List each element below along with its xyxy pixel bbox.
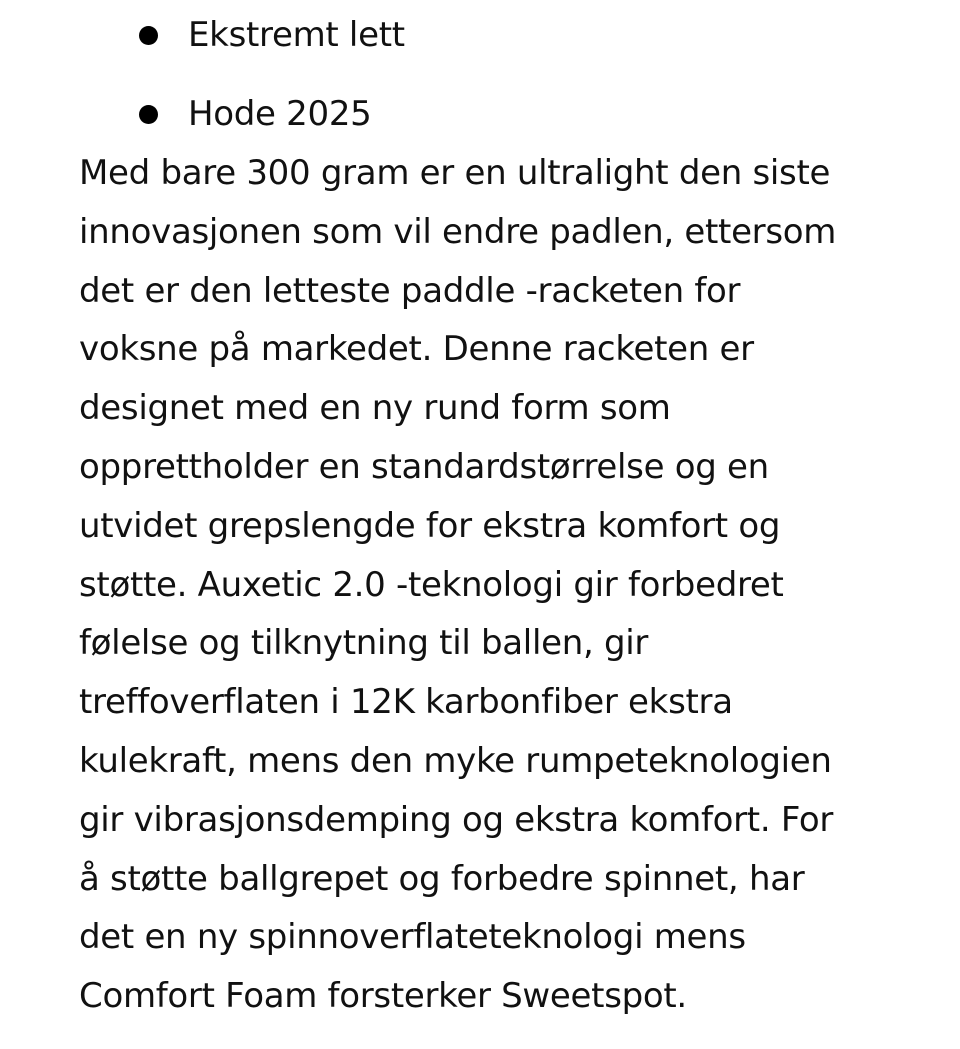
paragraph-line: utvidet grepslengde for ekstra komfort og (79, 505, 781, 546)
paragraph-line: voksne på markedet. Denne racketen er (79, 329, 754, 370)
paragraph-line: det er den letteste paddle -racketen for (79, 270, 741, 311)
bullet-text: Hode 2025 (188, 94, 372, 134)
paragraph-line: gir vibrasjonsdemping og ekstra komfort. For (79, 799, 834, 840)
paragraph-line: støtte. Auxetic 2.0 -teknologi gir forbedret (79, 564, 784, 605)
bullet-item (0, 85, 960, 143)
paragraph-line: innovasjonen som vil endre padlen, ettersom (79, 211, 837, 252)
paragraph-line: treffoverflaten i 12K karbonfiber ekstra (79, 682, 733, 723)
paragraph-line: å støtte ballgrepet og forbedre spinnet, har (79, 858, 805, 899)
paragraph-line: det en ny spinnoverflateteknologi mens (79, 917, 746, 958)
bullet-dot-icon (139, 105, 158, 124)
description-paragraph (79, 144, 949, 1026)
bullet-dot-icon (139, 26, 158, 45)
paragraph-line: Med bare 300 gram er en ultralight den siste (79, 153, 831, 193)
paragraph-line: kulekraft, mens den myke rumpeteknologien (79, 740, 832, 781)
paragraph-line: Comfort Foam forsterker Sweetspot. (79, 976, 687, 1017)
bullet-text: Ekstremt lett (188, 15, 405, 55)
paragraph-line: opprettholder en standardstørrelse og en (79, 446, 769, 487)
paragraph-line: designet med en ny rund form som (79, 388, 671, 429)
bullet-item (0, 6, 960, 64)
paragraph-line: følelse og tilknytning til ballen, gir (79, 623, 649, 664)
